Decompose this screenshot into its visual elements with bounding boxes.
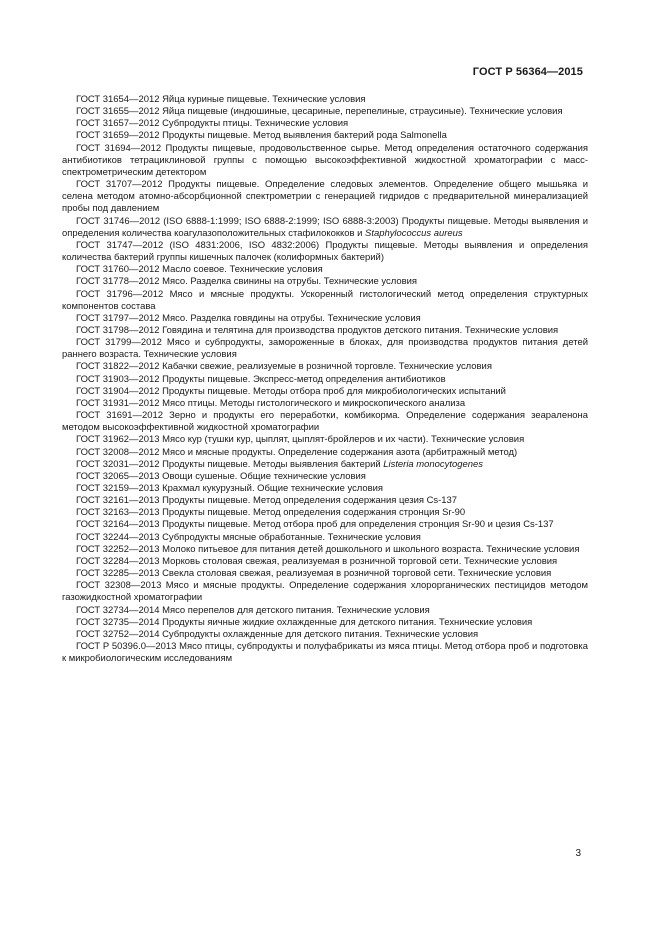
standard-reference-item xyxy=(62,94,588,106)
standard-reference-text: ГОСТ 31655—2012 Яйца пищевые (индюшиные, цесариные, перепелиные, страусиные). Технические условия xyxy=(76,106,563,118)
standard-reference-item xyxy=(62,264,588,276)
standards-list xyxy=(62,94,588,665)
standard-reference-text: ГОСТ 32752—2014 Субпродукты охлажденные для детского питания. Технические условия xyxy=(76,628,479,640)
standard-reference-text: ГОСТ 31694—2012 Продукты пищевые, продовольственное сырье. Метод определения остаточного содержания антибиотиков тетрациклиновой группы с помощью высокоэффективной жидкостной хроматографии с масс-спектрометрическим детектором xyxy=(62,142,588,178)
standard-reference-text: ГОСТ 32164—2013 Продукты пищевые. Метод отбора проб для определения стронция Sr-90 и цезия Cs-137 xyxy=(76,519,554,531)
standard-reference-item xyxy=(62,617,588,629)
standard-reference-item xyxy=(62,386,588,398)
standard-reference-text: ГОСТ 32031—2012 Продукты пищевые. Методы выявления бактерий xyxy=(76,458,384,470)
standard-reference-item xyxy=(62,289,588,313)
standard-reference-text: ГОСТ Р 50396.0—2013 Мясо птицы, субпродукты и полуфабрикаты из мяса птицы. Метод отбора проб и подготовка к микробиологическим исследованиям xyxy=(62,641,588,665)
standard-reference-item xyxy=(62,216,588,240)
species-name-italic: Listeria monocytogenes xyxy=(383,458,483,470)
standard-reference-item xyxy=(62,313,588,325)
document-code-header: ГОСТ Р 56364—2015 xyxy=(472,66,583,78)
standard-reference-item xyxy=(62,459,588,471)
standard-reference-text: ГОСТ 32244—2013 Субпродукты мясные обработанные. Технические условия xyxy=(76,531,421,543)
standard-reference-text: ГОСТ 31654—2012 Яйца куриные пищевые. Технические условия xyxy=(76,94,366,105)
standard-reference-text: ГОСТ 31691—2012 Зерно и продукты его переработки, комбикорма. Определение содержания зеараленона методом высокоэффективной жидкостной хроматографии xyxy=(62,410,588,434)
standard-reference-text: ГОСТ 32065—2013 Овощи сушеные. Общие технические условия xyxy=(76,470,366,482)
standard-reference-text: ГОСТ 31707—2012 Продукты пищевые. Определение следовых элементов. Определение общего мышьяка и селена методом атомно-абсорбционной спектрометрии с генерацией гидридов с предварительной минерализацией пробы под давлением xyxy=(62,179,588,215)
standard-reference-text: ГОСТ 31657—2012 Субпродукты птицы. Технические условия xyxy=(76,118,349,130)
standard-reference-text: ГОСТ 32159—2013 Крахмал кукурузный. Общие технические условия xyxy=(76,483,384,494)
standard-reference-text: ГОСТ 31746—2012 (ISO 6888-1:1999; ISO 6888-2:1999; ISO 6888-3:2003) Продукты пищевые. Методы выявления и определения количества коагулазоположительных стафилококков и xyxy=(62,215,588,239)
standard-reference-item xyxy=(62,361,588,373)
standard-reference-text: ГОСТ 31962—2013 Мясо кур (тушки кур, цыплят, цыплят-бройлеров и их части). Технические условия xyxy=(76,434,525,446)
standard-reference-item xyxy=(62,118,588,130)
standard-reference-item xyxy=(62,240,588,264)
standard-reference-item xyxy=(62,629,588,641)
standard-reference-item xyxy=(62,337,588,361)
standard-reference-item xyxy=(62,495,588,507)
standard-reference-item xyxy=(62,374,588,386)
species-name-italic: Staphylococcus aureus xyxy=(365,227,463,239)
standard-reference-item xyxy=(62,483,588,495)
standard-reference-text: ГОСТ 31822—2012 Кабачки свежие, реализуемые в розничной торговле. Технические условия xyxy=(76,361,492,373)
standard-reference-text: ГОСТ 31760—2012 Масло соевое. Технические условия xyxy=(76,264,323,276)
standard-reference-item xyxy=(62,556,588,568)
standard-reference-item xyxy=(62,325,588,337)
standard-reference-item xyxy=(62,143,588,179)
standard-reference-item xyxy=(62,276,588,288)
standard-reference-item xyxy=(62,519,588,531)
standard-reference-text: ГОСТ 32735—2014 Продукты яичные жидкие охлажденные для детского питания. Технические условия xyxy=(76,616,533,628)
standard-reference-text: ГОСТ 31798—2012 Говядина и телятина для производства продуктов детского питания. Технические условия xyxy=(76,324,559,336)
standard-reference-text: ГОСТ 31799—2012 Мясо и субпродукты, замороженные в блоках, для производства продуктов питания детей раннего возраста. Технические условия xyxy=(62,337,588,361)
standard-reference-text: ГОСТ 32161—2013 Продукты пищевые. Метод определения содержания цезия Cs-137 xyxy=(76,495,458,507)
standard-reference-text: ГОСТ 31747—2012 (ISO 4831:2006, ISO 4832:2006) Продукты пищевые. Методы выявления и определения количества бактерий группы кишечных палочек (колиформных бактерий) xyxy=(62,239,588,264)
standard-reference-text: ГОСТ 32285—2013 Свекла столовая свежая, реализуемая в розничной торговой сети. Технические условия xyxy=(76,568,552,580)
standard-reference-text: ГОСТ 31659—2012 Продукты пищевые. Метод выявления бактерий рода Salmonella xyxy=(76,130,447,142)
standard-reference-text: ГОСТ 31903—2012 Продукты пищевые. Экспресс-метод определения антибиотиков xyxy=(76,373,446,385)
standard-reference-item xyxy=(62,471,588,483)
standard-reference-item xyxy=(62,410,588,434)
standard-reference-item xyxy=(62,605,588,617)
standard-reference-text: ГОСТ 31797—2012 Мясо. Разделка говядины на отрубы. Технические условия xyxy=(76,312,421,324)
standard-reference-text: ГОСТ 31931—2012 Мясо птицы. Методы гистологического и микроскопического анализа xyxy=(76,397,466,409)
standard-reference-text: ГОСТ 32284—2013 Морковь столовая свежая, реализуемая в розничной торговой сети. Технические условия xyxy=(76,555,558,567)
standard-reference-item xyxy=(62,544,588,556)
standard-reference-item xyxy=(62,447,588,459)
standard-reference-item xyxy=(62,130,588,142)
standard-reference-item xyxy=(62,507,588,519)
standard-reference-item xyxy=(62,641,588,665)
standard-reference-text: ГОСТ 32734—2014 Мясо перепелов для детского питания. Технические условия xyxy=(76,604,430,616)
standard-reference-text: ГОСТ 31778—2012 Мясо. Разделка свинины на отрубы. Технические условия xyxy=(76,276,417,288)
standard-reference-item xyxy=(62,106,588,118)
standard-reference-item xyxy=(62,398,588,410)
standard-reference-item xyxy=(62,532,588,544)
standard-reference-item xyxy=(62,434,588,446)
standard-reference-item xyxy=(62,580,588,604)
standard-reference-item xyxy=(62,568,588,580)
standard-reference-text: ГОСТ 32008—2012 Мясо и мясные продукты. Определение содержания азота (арбитражный метод) xyxy=(76,446,518,458)
standard-reference-item xyxy=(62,179,588,215)
standard-reference-text: ГОСТ 32163—2013 Продукты пищевые. Метод определения содержания стронция Sr-90 xyxy=(76,507,466,519)
standard-reference-text: ГОСТ 31796—2012 Мясо и мясные продукты. Ускоренный гистологический метод определения структурных компонентов состава xyxy=(62,288,588,312)
page-number: 3 xyxy=(575,848,581,859)
standard-reference-text: ГОСТ 31904—2012 Продукты пищевые. Методы отбора проб для микробиологических испытаний xyxy=(76,385,506,397)
standard-reference-text: ГОСТ 32252—2013 Молоко питьевое для питания детей дошкольного и школьного возраста. Технические условия xyxy=(76,543,580,555)
standard-reference-text: ГОСТ 32308—2013 Мясо и мясные продукты. Определение содержания хлорорганических пестицидов методом газожидкостной хроматографии xyxy=(62,580,588,604)
